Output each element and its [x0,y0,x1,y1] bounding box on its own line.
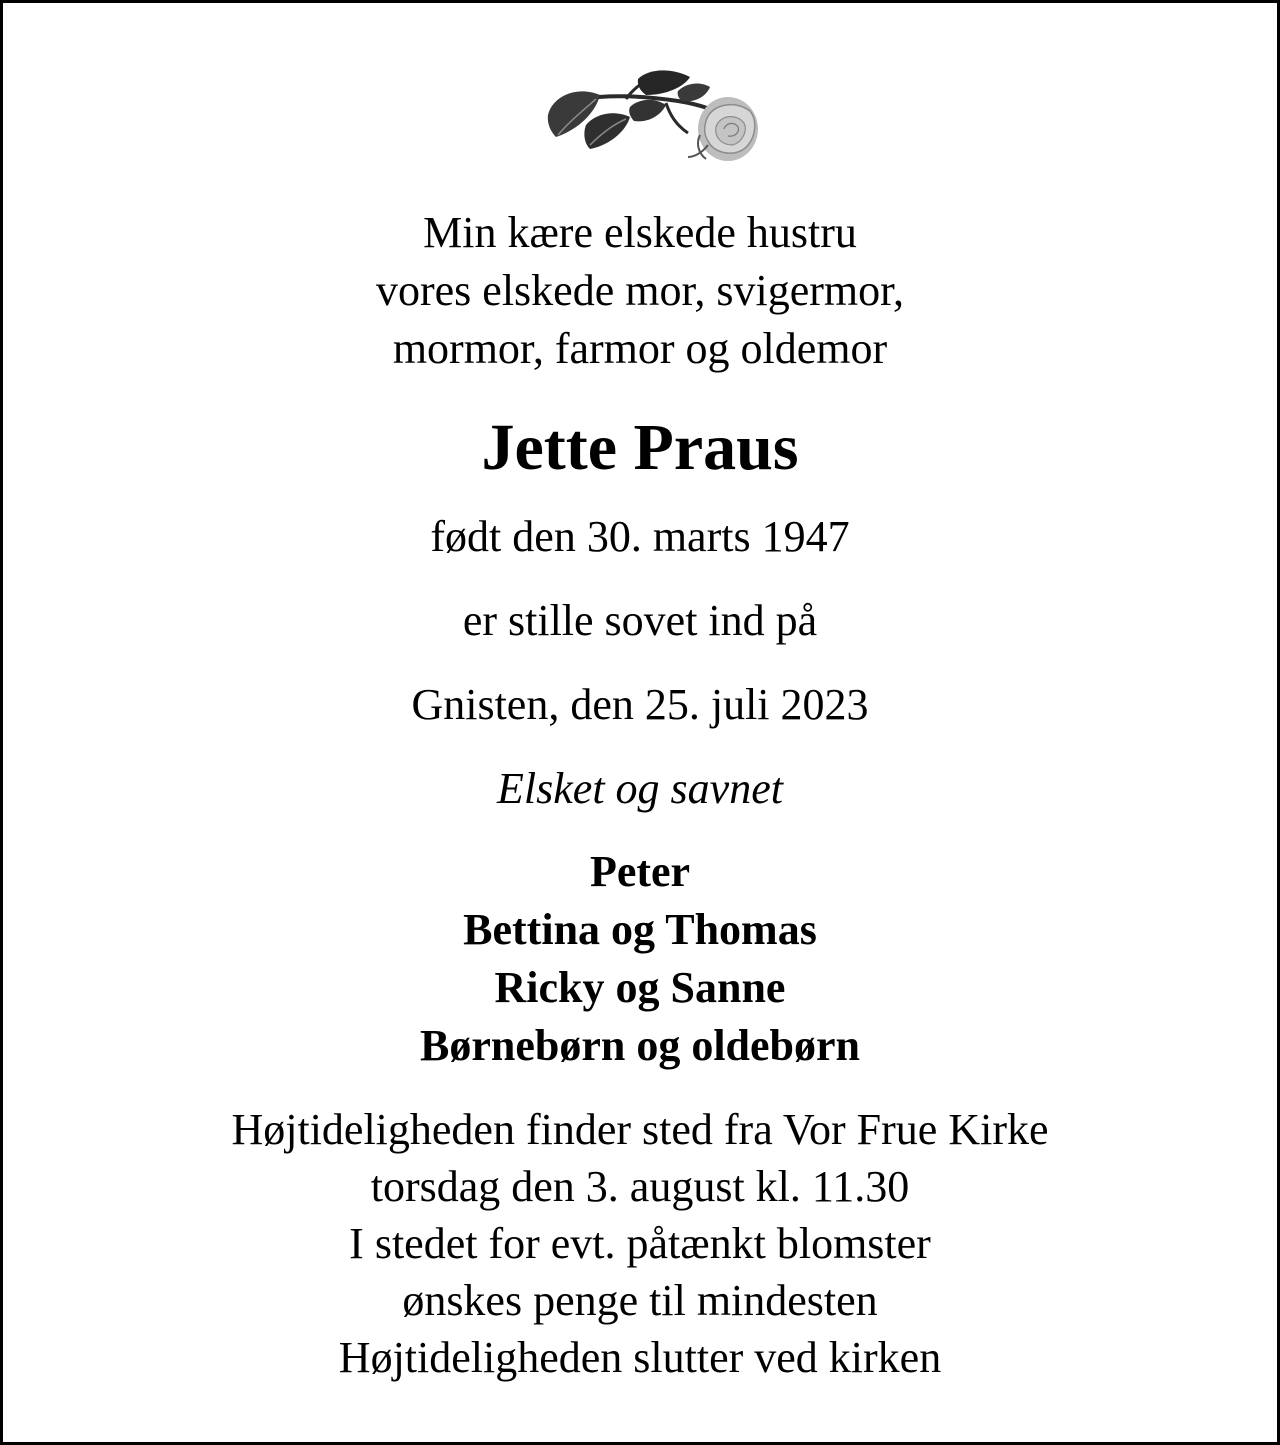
loved-missed: Elsket og savnet [497,764,783,813]
deceased-name: Jette Praus [481,411,799,484]
service-line: Højtideligheden finder sted fra Vor Frue Kirke [231,1105,1049,1154]
intro-line: vores elskede mor, svigermor, [376,266,904,315]
passed-place-date: Gnisten, den 25. juli 2023 [411,680,869,729]
family-member: Børnebørn og oldebørn [419,1021,861,1070]
family-member: Peter [589,847,691,896]
birth-date: født den 30. marts 1947 [430,512,850,561]
service-line: torsdag den 3. august kl. 11.30 [370,1162,910,1211]
rose-icon [538,65,763,167]
service-line: Højtideligheden slutter ved kirken [338,1333,942,1382]
intro-line: mormor, farmor og oldemor [392,324,888,373]
service-line: I stedet for evt. påtænkt blomster [349,1219,931,1268]
intro-line: Min kære elskede hustru [423,208,857,257]
family-member: Ricky og Sanne [494,963,786,1012]
passed-intro: er stille sovet ind på [462,596,818,645]
family-member: Bettina og Thomas [463,905,817,954]
service-line: ønskes penge til mindesten [402,1276,878,1325]
